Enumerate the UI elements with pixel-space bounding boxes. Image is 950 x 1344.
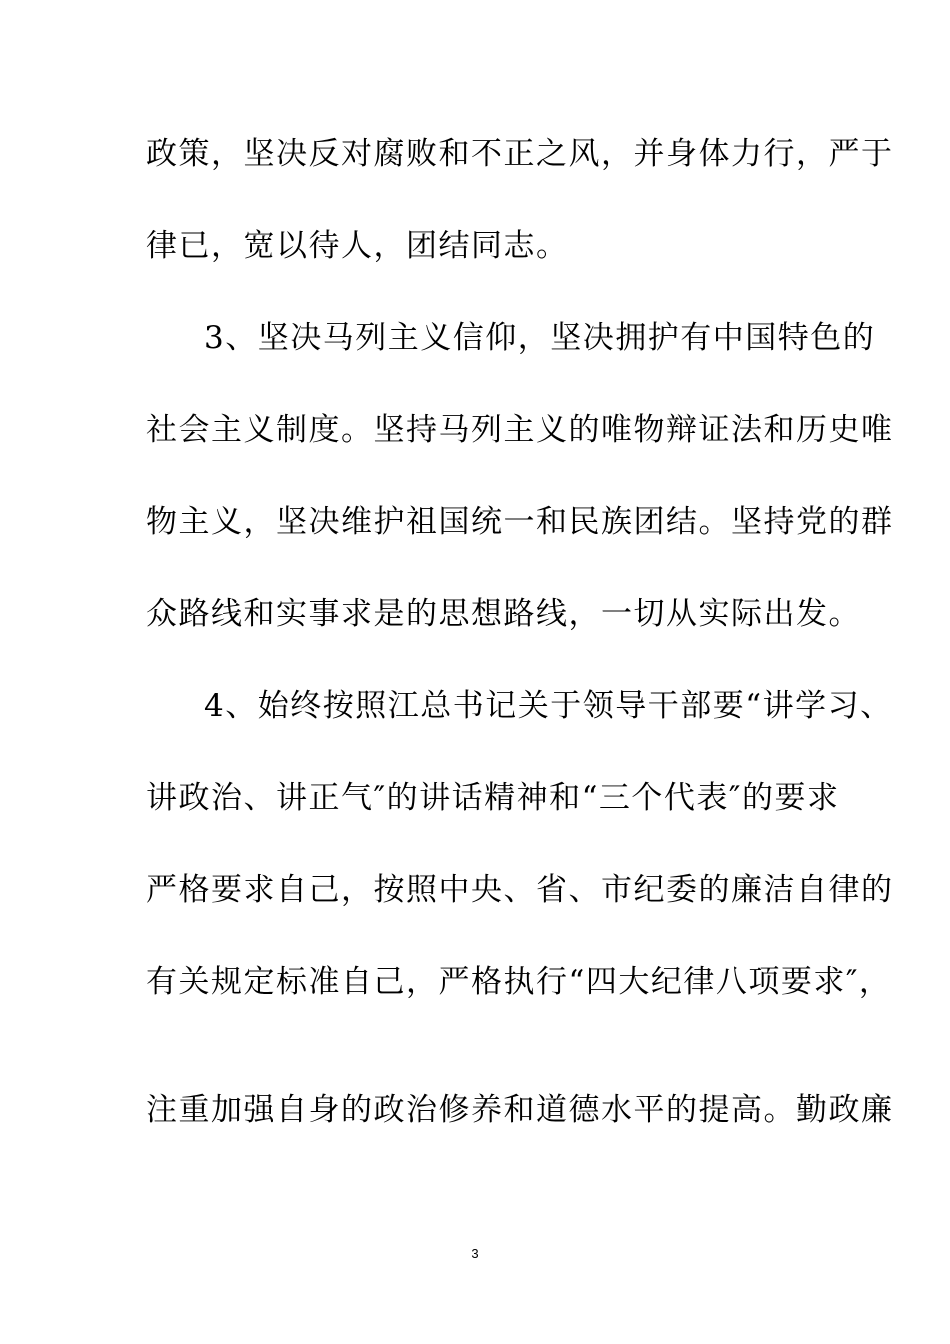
text-line-4: 社会主义制度。坚持马列主义的唯物辩证法和历史唯 xyxy=(146,412,894,448)
text-line-7: 4、始终按照江总书记关于领导干部要“讲学习、 xyxy=(204,688,893,724)
text-line-8: 讲政治、讲正气″的讲话精神和“三个代表″的要求 xyxy=(146,780,840,816)
text-line-5: 物主义，坚决维护祖国统一和民族团结。坚持党的群 xyxy=(146,504,894,540)
text-line-9: 严格要求自己，按照中央、省、市纪委的廉洁自律的 xyxy=(146,872,894,908)
page-number: 3 xyxy=(471,1246,479,1261)
text-line-10: 有关规定标准自己，严格执行“四大纪律八项要求″， xyxy=(146,964,892,1000)
text-line-3: 3、坚决马列主义信仰，坚决拥护有中国特色的 xyxy=(204,320,876,356)
text-line-6: 众路线和实事求是的思想路线，一切从实际出发。 xyxy=(146,596,861,632)
text-line-2: 律已，宽以待人，团结同志。 xyxy=(146,228,569,264)
text-line-11: 注重加强自身的政治修养和道德水平的提高。勤政廉 xyxy=(146,1092,894,1128)
text-line-1: 政策，坚决反对腐败和不正之风，并身体力行，严于 xyxy=(146,136,894,172)
